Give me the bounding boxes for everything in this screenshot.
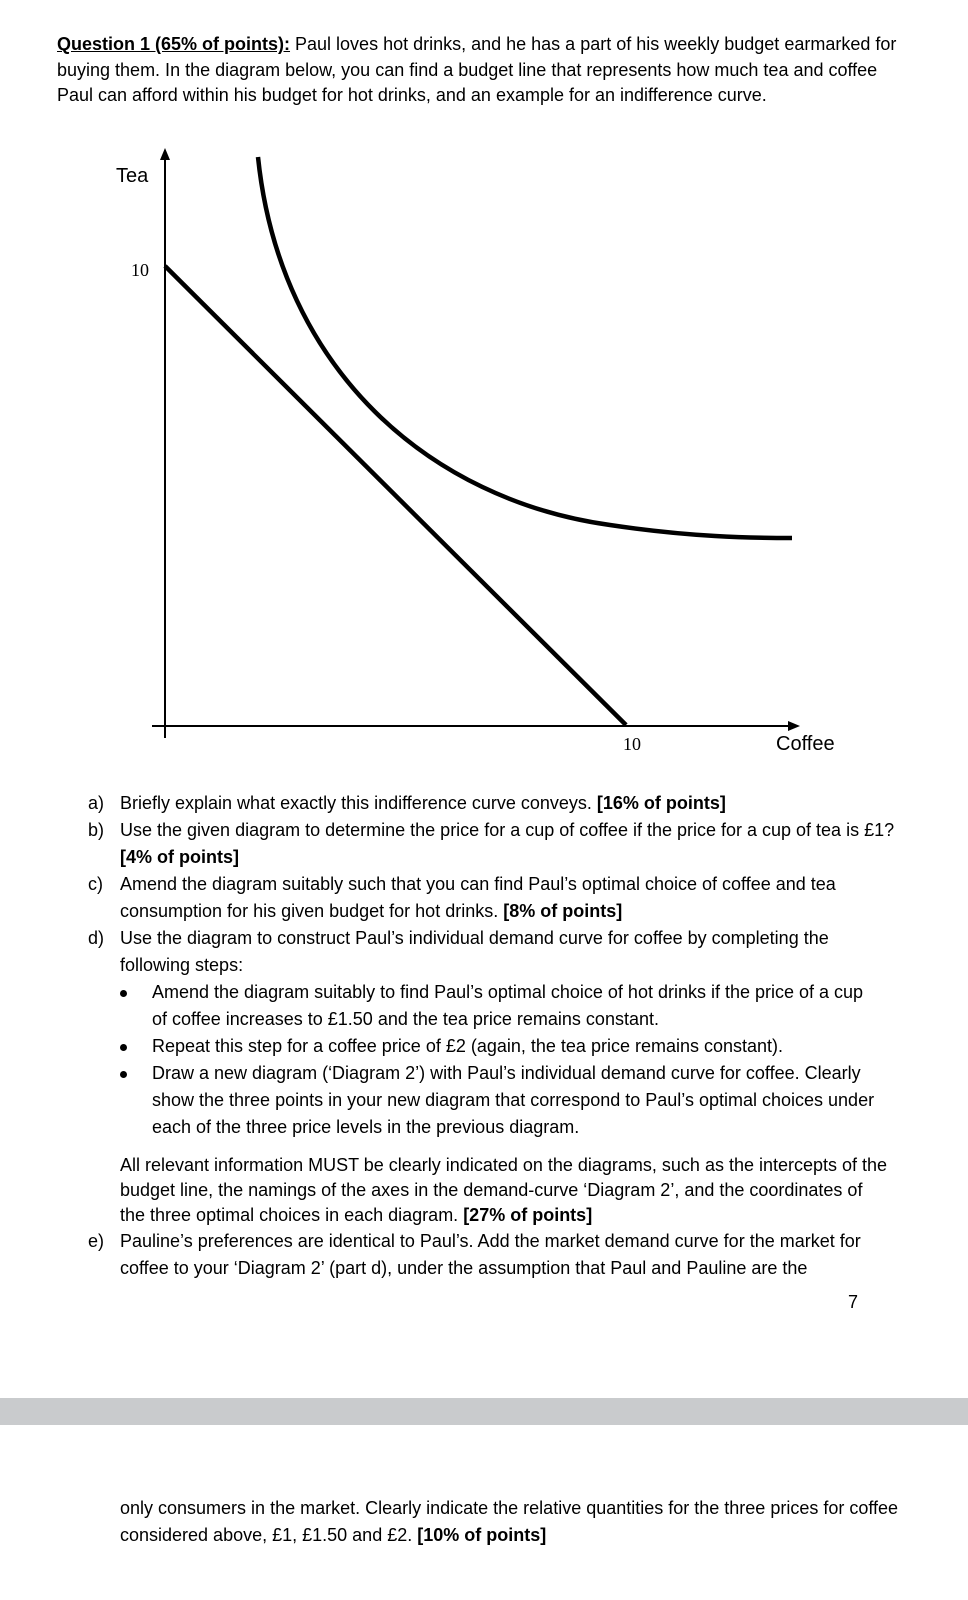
part-d-bullet-text: Repeat this step for a coffee price of £2 (again, the tea price remains constant). <box>152 1036 784 1056</box>
budget-line <box>165 266 626 725</box>
bullet-dot <box>120 1071 127 1078</box>
part-d-bullet-text: Draw a new diagram (‘Diagram 2’) with Paul’s individual demand curve for coffee. Clearly show the three points in your new diagram that correspond to Paul’s optimal choices under each of the three price levels in the previous diagram. <box>152 1063 875 1137</box>
part-c-points: [8% of points] <box>503 901 623 921</box>
y-intercept-label: 10 <box>131 260 149 280</box>
part-e-continuation <box>120 1495 900 1549</box>
part-e-continuation-text: only consumers in the market. Clearly indicate the relative quantities for the three prices for coffee considered above, £1, £1.50 and £2. <box>120 1498 899 1545</box>
part-c-marker: c) <box>88 874 103 894</box>
question-title: Question 1 (65% of points): <box>57 34 291 54</box>
part-d-points: [27% of points] <box>463 1205 593 1225</box>
part-d <box>0 925 896 979</box>
question-parts <box>0 790 968 1282</box>
part-e <box>0 1228 896 1282</box>
part-d-text: Use the diagram to construct Paul’s individual demand curve for coffee by completing the following steps: <box>120 928 829 975</box>
part-e-marker: e) <box>88 1231 105 1251</box>
part-d-bullet <box>0 979 878 1033</box>
bullet-dot <box>120 1044 127 1051</box>
part-b <box>0 817 896 871</box>
part-c-text: Amend the diagram suitably such that you can find Paul’s optimal choice of coffee and tea consumption for his given budget for hot drinks. <box>120 874 836 921</box>
part-b-points: [4% of points] <box>120 847 239 867</box>
part-d-bullet-text: Amend the diagram suitably to find Paul’s optimal choice of hot drinks if the price of a cup of coffee increases to £1.50 and the tea price remains constant. <box>152 982 864 1029</box>
part-c <box>0 871 896 925</box>
part-e-points: [10% of points] <box>417 1525 547 1545</box>
part-d-note <box>0 1153 888 1228</box>
budget-line-diagram <box>0 140 968 780</box>
part-d-bullet <box>0 1033 878 1060</box>
question-intro-text: Paul loves hot drinks, and he has a part of his weekly budget earmarked for buying them. In the diagram below, you can find a budget line that represents how much tea and coffee Paul can afford within his budget for hot drinks, and an example for an indifference curve. <box>57 34 897 105</box>
part-d-note-text: All relevant information MUST be clearly indicated on the diagrams, such as the intercepts of the budget line, the namings of the axes in the demand-curve ‘Diagram 2’, and the coordinates of the three optimal choices in each diagram. <box>120 1155 888 1225</box>
x-axis-arrowhead <box>788 721 800 731</box>
part-b-marker: b) <box>88 820 105 840</box>
x-intercept-label: 10 <box>623 734 641 754</box>
part-d-bullet <box>0 1060 878 1141</box>
bullet-dot <box>120 990 127 997</box>
part-d-marker: d) <box>88 928 105 948</box>
page-gap <box>0 1398 968 1425</box>
part-a-points: [16% of points] <box>596 793 726 813</box>
part-e-text: Pauline’s preferences are identical to Paul’s. Add the market demand curve for the market for coffee to your ‘Diagram 2’ (part d), under the assumption that Paul and Pauline are the <box>120 1231 861 1278</box>
y-axis-arrowhead <box>160 148 170 160</box>
indifference-curve <box>258 157 792 538</box>
page-number: 7 <box>847 1292 858 1312</box>
x-axis-label: Coffee <box>776 733 835 755</box>
part-a-marker: a) <box>88 793 105 813</box>
document-page-8 <box>0 1425 968 1600</box>
part-a-text: Briefly explain what exactly this indifference curve conveys. <box>120 793 597 813</box>
part-b-text: Use the given diagram to determine the price for a cup of coffee if the price for a cup of tea is £1? <box>120 820 895 840</box>
y-axis-label: Tea <box>116 165 149 187</box>
part-a <box>0 790 896 817</box>
question-intro <box>57 32 917 109</box>
